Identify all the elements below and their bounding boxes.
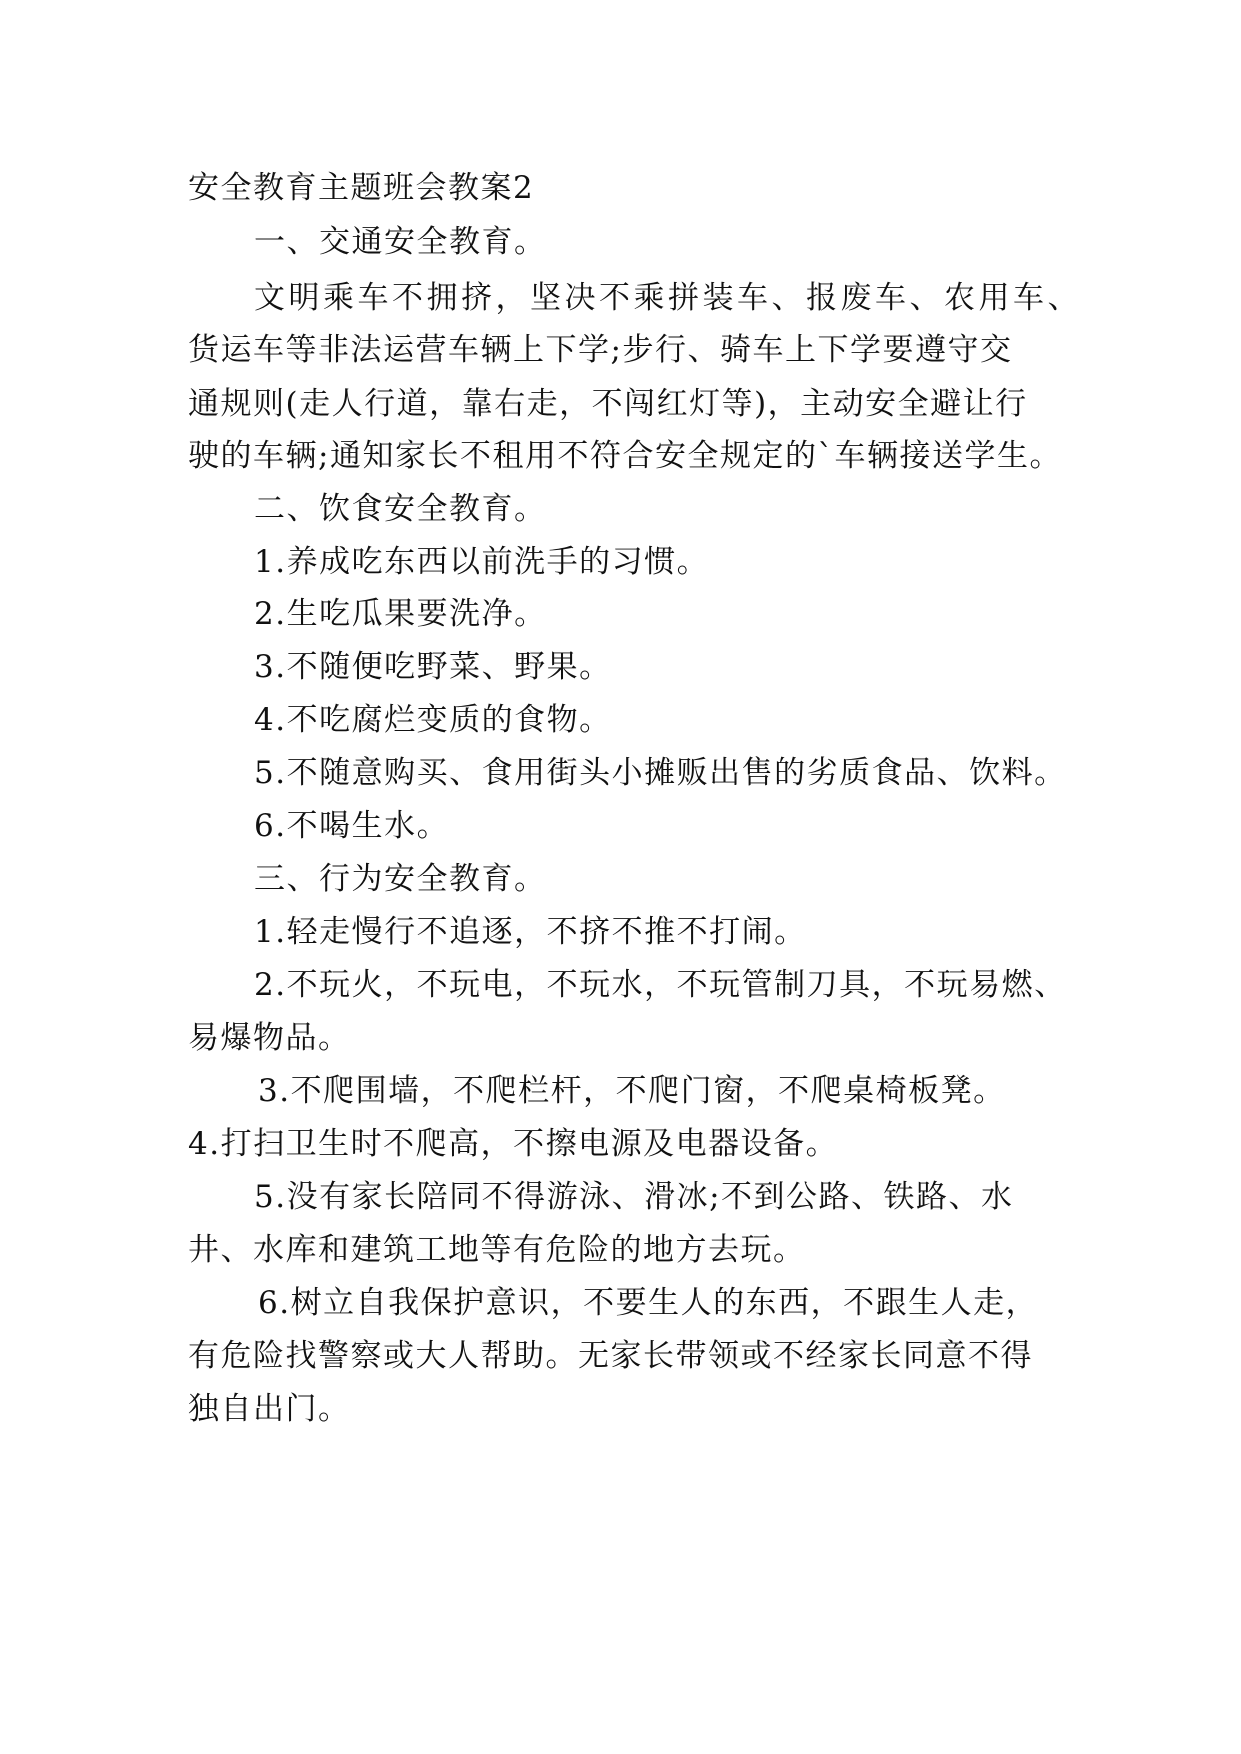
- list-item: 3.不爬围墙，不爬栏杆，不爬门窗，不爬桌椅板凳。: [258, 1073, 1006, 1109]
- list-item: 5.不随意购买、食用街头小摊贩出售的劣质食品、饮料。: [254, 755, 1067, 791]
- list-item-continuation: 井、水库和建筑工地等有危险的地方去玩。: [188, 1232, 806, 1268]
- paragraph-line: 驶的车辆;通知家长不租用不符合安全规定的`车辆接送学生。: [188, 438, 1062, 474]
- paragraph-line: 通规则(走人行道，靠右走，不闯红灯等)，主动安全避让行: [188, 386, 1028, 422]
- list-item-continuation: 易爆物品。: [188, 1020, 351, 1056]
- document-title: 安全教育主题班会教案2: [188, 170, 535, 206]
- section-heading-traffic: 一、交通安全教育。: [254, 224, 547, 260]
- section-heading-behavior: 三、行为安全教育。: [254, 861, 547, 897]
- list-item: 6.树立自我保护意识，不要生人的东西，不跟生人走，: [258, 1285, 1039, 1321]
- list-item: 1.养成吃东西以前洗手的习惯。: [254, 544, 710, 580]
- paragraph-line: 文明乘车不拥挤，坚决不乘拼装车、报废车、农用车、: [254, 280, 1082, 316]
- list-item: 3.不随便吃野菜、野果。: [254, 649, 612, 685]
- section-heading-food: 二、饮食安全教育。: [254, 491, 547, 527]
- list-item: 2.生吃瓜果要洗净。: [254, 596, 547, 632]
- list-item: 5.没有家长陪同不得游泳、滑冰;不到公路、铁路、水: [254, 1179, 1014, 1215]
- list-item: 4.不吃腐烂变质的食物。: [254, 702, 612, 738]
- list-item: 1.轻走慢行不追逐，不挤不推不打闹。: [254, 914, 807, 950]
- paragraph-line: 货运车等非法运营车辆上下学;步行、骑车上下学要遵守交: [188, 332, 1013, 368]
- list-item-continuation: 独自出门。: [188, 1391, 351, 1427]
- list-item: 2.不玩火，不玩电，不玩水，不玩管制刀具，不玩易燃、: [254, 967, 1067, 1003]
- list-item-continuation: 有危险找警察或大人帮助。无家长带领或不经家长同意不得: [188, 1338, 1033, 1374]
- list-item: 4.打扫卫生时不爬高，不擦电源及电器设备。: [188, 1126, 839, 1162]
- list-item: 6.不喝生水。: [254, 808, 450, 844]
